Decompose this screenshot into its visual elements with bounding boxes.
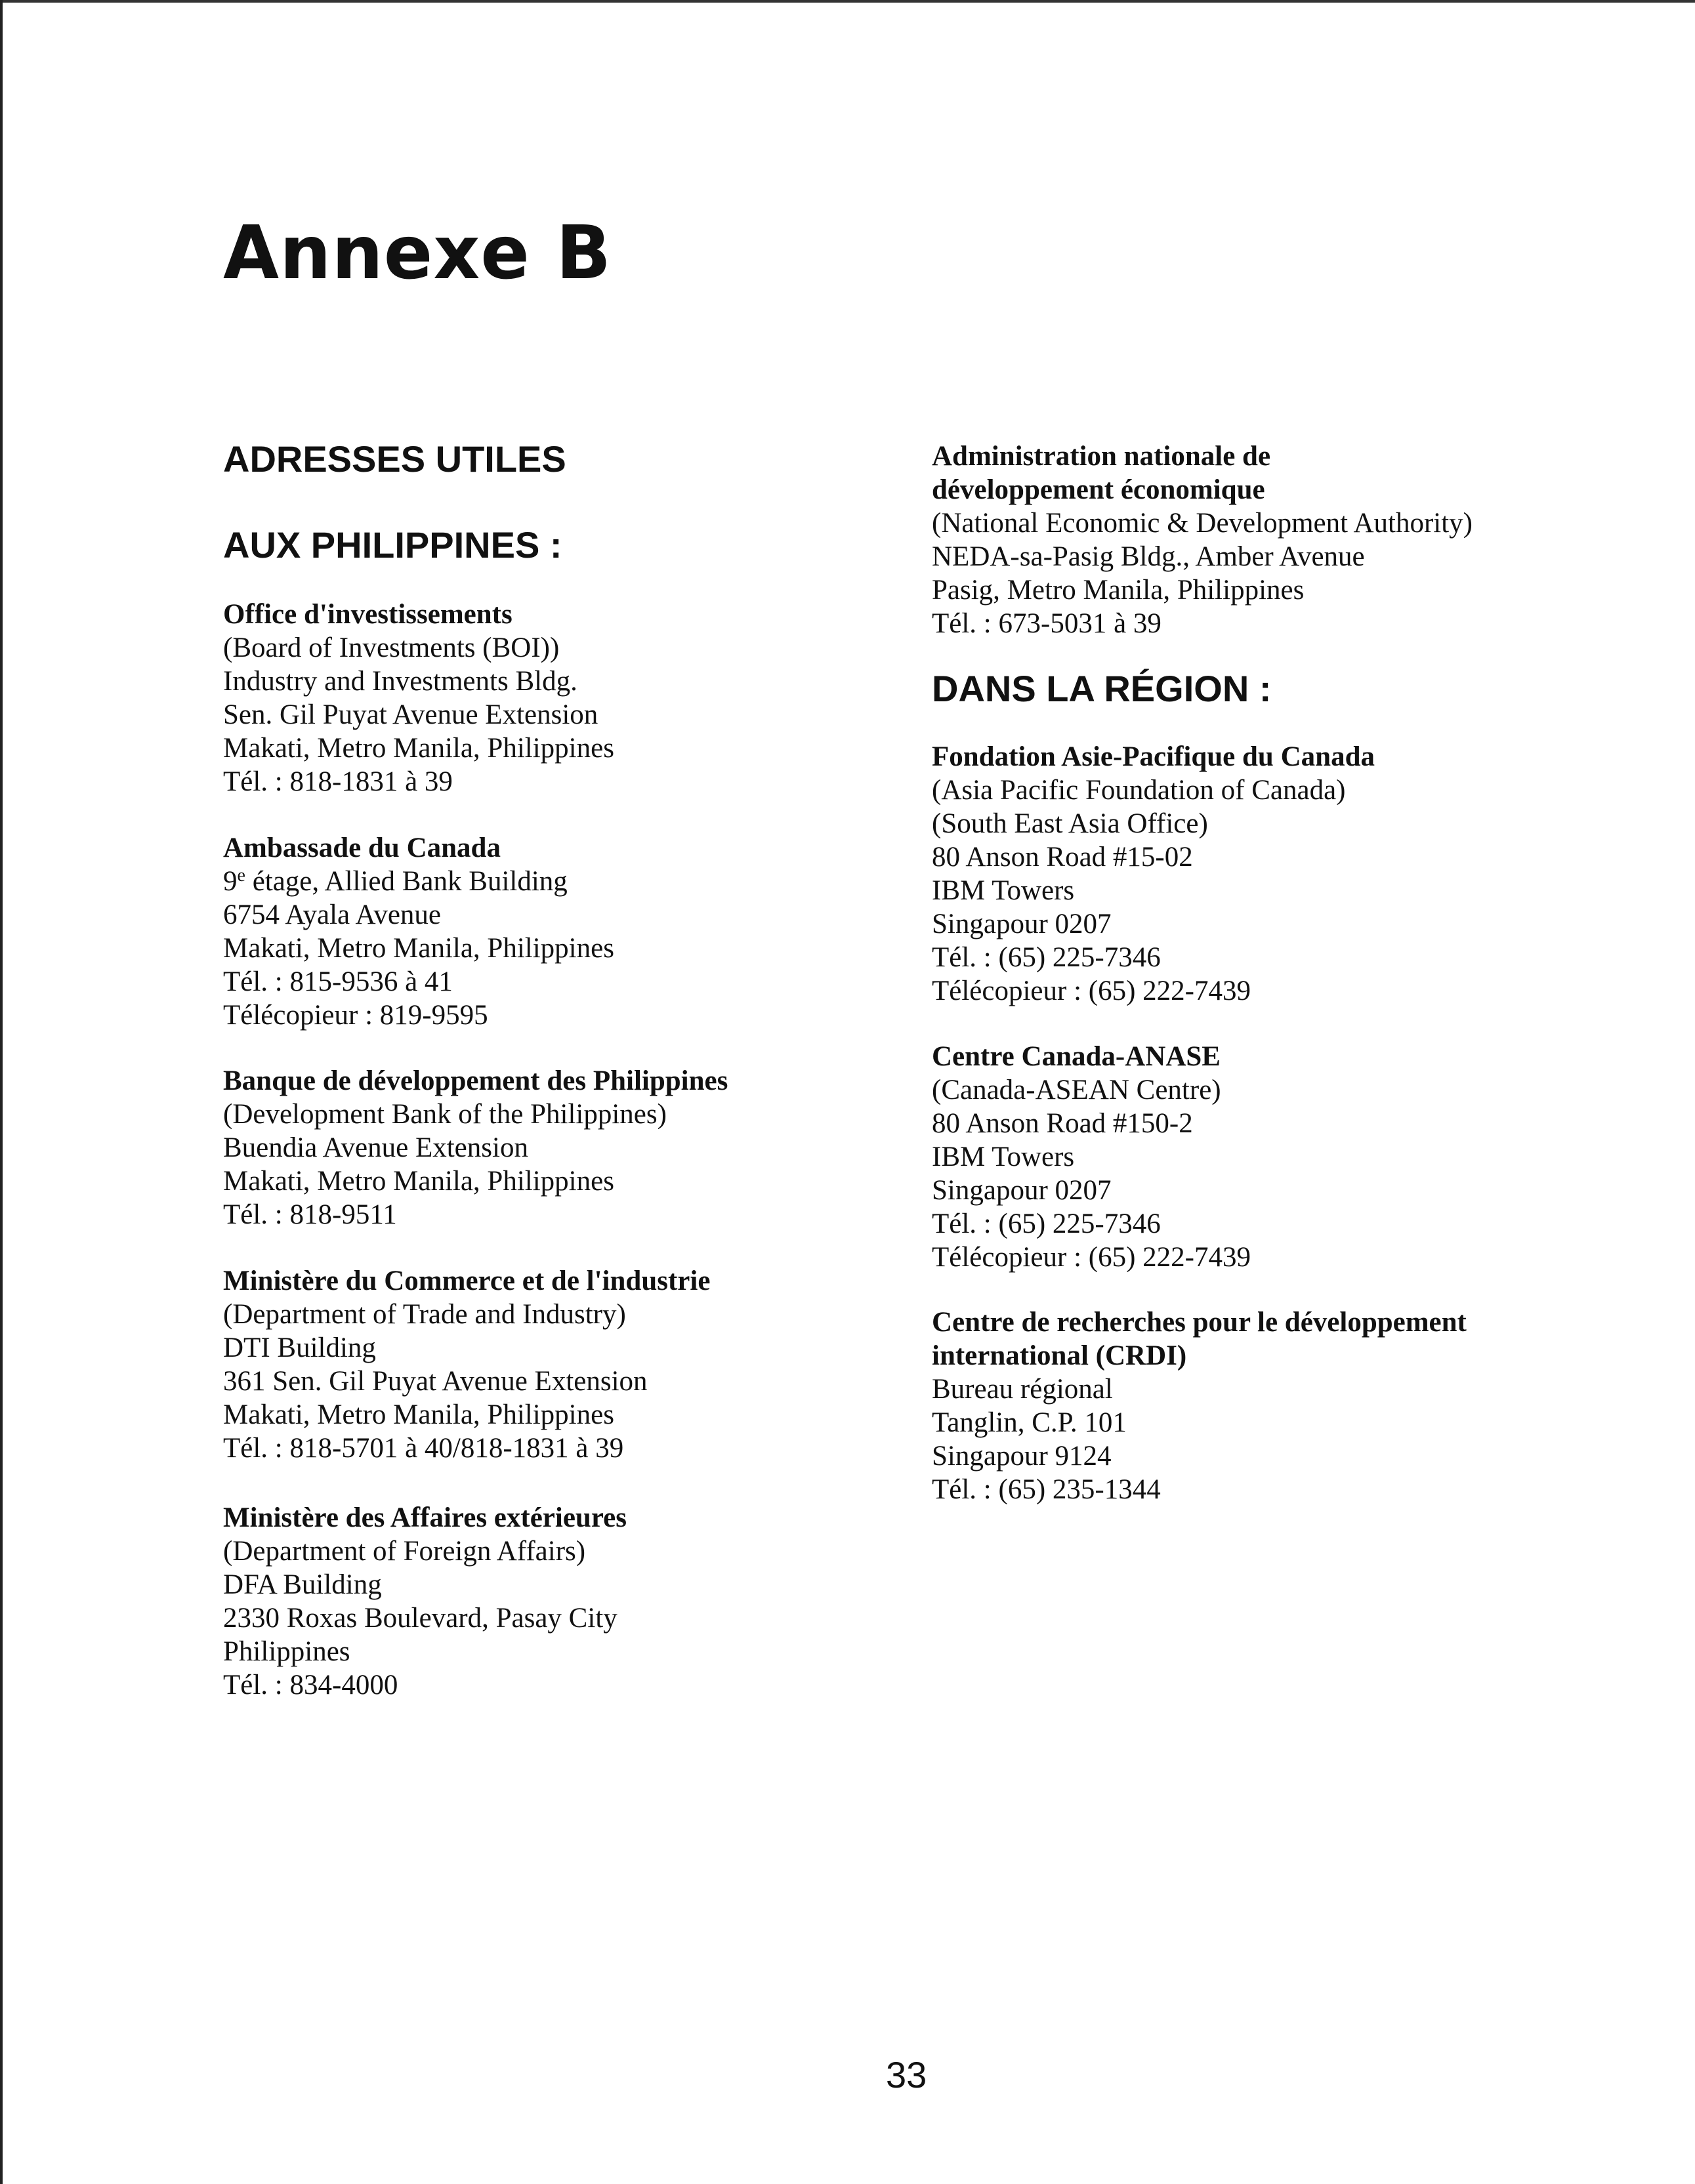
address-phone: Tél. : 818-5701 à 40/818-1831 à 39: [223, 1433, 624, 1464]
address-phone: Tél. : (65) 235-1344: [932, 1474, 1161, 1505]
address-block-embassy: [223, 831, 614, 1032]
address-block-dbp: [223, 1064, 728, 1231]
address-fax: Télécopieur : 819-9595: [223, 1000, 488, 1031]
address-line: Bureau régional: [932, 1374, 1113, 1405]
address-name: Fondation Asie-Pacifique du Canada: [932, 741, 1375, 772]
address-line: (Department of Trade and Industry): [223, 1299, 626, 1330]
address-block-apf: [932, 740, 1375, 1008]
address-line: IBM Towers: [932, 1142, 1075, 1172]
address-name: Banque de développement des Philippines: [223, 1065, 728, 1096]
address-line: DFA Building: [223, 1569, 382, 1600]
region-heading: DANS LA RÉGION :: [932, 668, 1272, 709]
page-title: Annexe B: [223, 209, 612, 296]
address-line: 80 Anson Road #150-2: [932, 1108, 1193, 1139]
address-block-neda: [932, 440, 1473, 640]
address-phone: Tél. : 673-5031 à 39: [932, 608, 1161, 639]
address-fax: Télécopieur : (65) 222-7439: [932, 976, 1251, 1006]
page-top-edge: [0, 0, 1695, 3]
address-line: Philippines: [223, 1636, 350, 1667]
address-line: Makati, Metro Manila, Philippines: [223, 733, 614, 764]
address-line: NEDA-sa-Pasig Bldg., Amber Avenue: [932, 541, 1365, 572]
page-left-edge: [0, 0, 3, 2184]
address-block-crdi: [932, 1306, 1467, 1506]
address-name: Ministère des Affaires extérieures: [223, 1502, 627, 1533]
philippines-heading: AUX PHILIPPINES :: [223, 524, 562, 566]
page-number: 33: [886, 2054, 927, 2095]
address-phone: Tél. : 815-9536 à 41: [223, 966, 453, 997]
address-name: Administration nationale de: [932, 441, 1271, 472]
address-line: Industry and Investments Bldg.: [223, 666, 577, 697]
address-line: Singapour 0207: [932, 909, 1112, 939]
address-name: international (CRDI): [932, 1340, 1187, 1371]
address-line: Buendia Avenue Extension: [223, 1132, 528, 1163]
floor-rest: étage, Allied Bank Building: [245, 866, 568, 897]
address-phone: Tél. : 818-1831 à 39: [223, 766, 453, 797]
address-phone: Tél. : (65) 225-7346: [932, 942, 1161, 973]
address-name: Centre de recherches pour le développement: [932, 1307, 1467, 1338]
address-line: 361 Sen. Gil Puyat Avenue Extension: [223, 1366, 648, 1397]
floor-superscript: e: [237, 865, 245, 886]
address-line: IBM Towers: [932, 875, 1075, 906]
section-heading: ADRESSES UTILES: [223, 438, 566, 480]
address-line: Makati, Metro Manila, Philippines: [223, 933, 614, 964]
address-block-dti: [223, 1264, 710, 1465]
address-line: DTI Building: [223, 1332, 376, 1363]
address-line: Makati, Metro Manila, Philippines: [223, 1399, 614, 1430]
address-line: (National Economic & Development Authority): [932, 508, 1473, 539]
address-block-asean: [932, 1040, 1251, 1274]
address-line: (Board of Investments (BOI)): [223, 632, 560, 663]
address-line: (Development Bank of the Philippines): [223, 1099, 667, 1130]
address-phone: Tél. : 818-9511: [223, 1199, 397, 1230]
address-phone: Tél. : (65) 225-7346: [932, 1208, 1161, 1239]
floor-number: 9: [223, 866, 238, 897]
address-line: Tanglin, C.P. 101: [932, 1407, 1127, 1438]
address-line: 2330 Roxas Boulevard, Pasay City: [223, 1603, 617, 1634]
address-line: Singapour 0207: [932, 1175, 1112, 1206]
address-line: (South East Asia Office): [932, 808, 1208, 839]
address-block-boi: [223, 598, 614, 798]
address-name: Ministère du Commerce et de l'industrie: [223, 1266, 711, 1296]
address-name: développement économique: [932, 474, 1265, 505]
address-line: 6754 Ayala Avenue: [223, 899, 442, 930]
address-name: Office d'investissements: [223, 599, 513, 630]
address-phone: Tél. : 834-4000: [223, 1670, 398, 1700]
address-name: Ambassade du Canada: [223, 833, 501, 863]
address-line: (Canada-ASEAN Centre): [932, 1075, 1221, 1105]
address-fax: Télécopieur : (65) 222-7439: [932, 1242, 1251, 1273]
address-line: (Department of Foreign Affairs): [223, 1536, 586, 1567]
address-line: 80 Anson Road #15-02: [932, 842, 1193, 873]
address-line-floor: [223, 865, 614, 898]
address-name: Centre Canada-ANASE: [932, 1041, 1221, 1072]
address-line: Singapour 9124: [932, 1441, 1112, 1472]
address-line: Makati, Metro Manila, Philippines: [223, 1166, 614, 1197]
address-line: Pasig, Metro Manila, Philippines: [932, 575, 1305, 606]
address-line: Sen. Gil Puyat Avenue Extension: [223, 699, 598, 730]
address-line: (Asia Pacific Foundation of Canada): [932, 775, 1346, 806]
address-block-dfa: [223, 1501, 627, 1702]
